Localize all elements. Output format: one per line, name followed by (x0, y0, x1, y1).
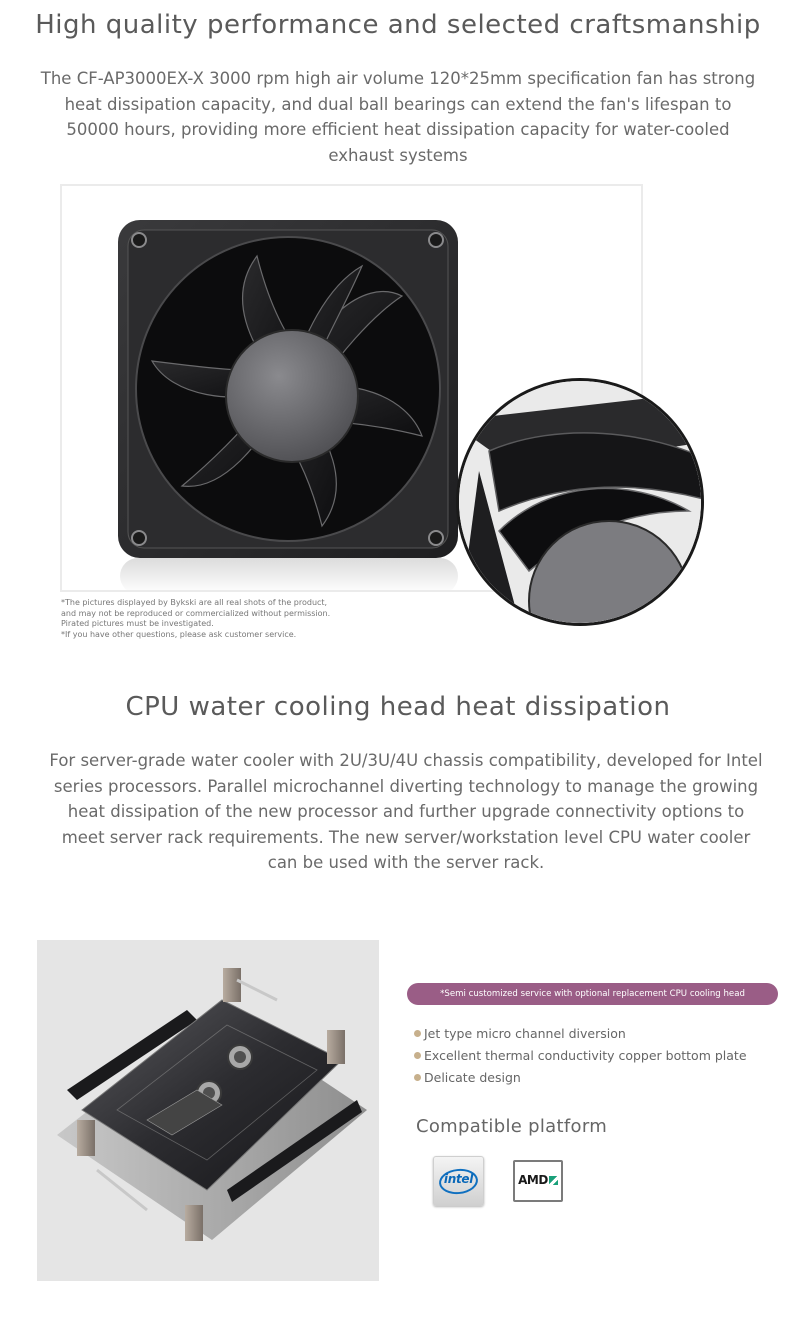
semi-custom-note-badge: *Semi customized service with optional replacement CPU cooling head (407, 983, 778, 1005)
section-title-cpu-cooling: CPU water cooling head heat dissipation (125, 692, 671, 722)
list-item (414, 1044, 784, 1066)
fan-description: The CF-AP3000EX-X 3000 rpm high air volume 120*25mm specification fan has strong heat dissipation capacity, and dual ball bearings can extend the fan's lifespan to 50000 hours, providing more efficient heat dissipation capacity for water-cooled exhaust systems (40, 69, 756, 165)
intel-logo-text: intel (443, 1172, 474, 1186)
zoom-detail-illustration (459, 381, 701, 623)
intel-logo-icon (433, 1156, 484, 1206)
amd-arrow-icon (549, 1176, 558, 1185)
disclaimer-line: Pirated pictures must be investigated. (61, 619, 214, 628)
amd-logo-text (515, 1173, 561, 1187)
compatible-platform-title: Compatible platform (416, 1116, 608, 1137)
bullet-dot-icon (414, 1074, 421, 1081)
feature-list (414, 1022, 784, 1088)
disclaimer-line: *The pictures displayed by Bykski are all real shots of the product, (61, 598, 328, 607)
list-item (414, 1022, 784, 1044)
amd-logo-icon (513, 1160, 563, 1202)
disclaimer-line: *If you have other questions, please ask customer service. (61, 629, 297, 639)
bullet-dot-icon (414, 1052, 421, 1059)
bullet-dot-icon (414, 1030, 421, 1037)
feature-text: Excellent thermal conductivity copper bottom plate (424, 1047, 747, 1063)
disclaimer-line: and may not be reproduced or commercialized without permission. (61, 608, 331, 618)
zoom-detail-circle (456, 378, 704, 626)
section-title-craftsmanship: High quality performance and selected craftsmanship (35, 10, 761, 40)
feature-text: Delicate design (424, 1069, 521, 1085)
cpu-block-illustration (37, 940, 379, 1281)
feature-text: Jet type micro channel diversion (424, 1025, 626, 1041)
amd-wordmark: AMD (518, 1173, 548, 1187)
cpu-block-description: For server-grade water cooler with 2U/3U/4U chassis compatibility, developed for Intel series processors. Parallel microchannel diverting technology to manage the growing heat dissipation of the new processor and further upgrade connectivity options to meet server rack requirements. The new server/workstation level CPU water cooler can be used with the server rack. (49, 751, 763, 872)
list-item (414, 1066, 784, 1088)
photo-disclaimer (61, 598, 381, 640)
cpu-block-photo (37, 940, 379, 1281)
